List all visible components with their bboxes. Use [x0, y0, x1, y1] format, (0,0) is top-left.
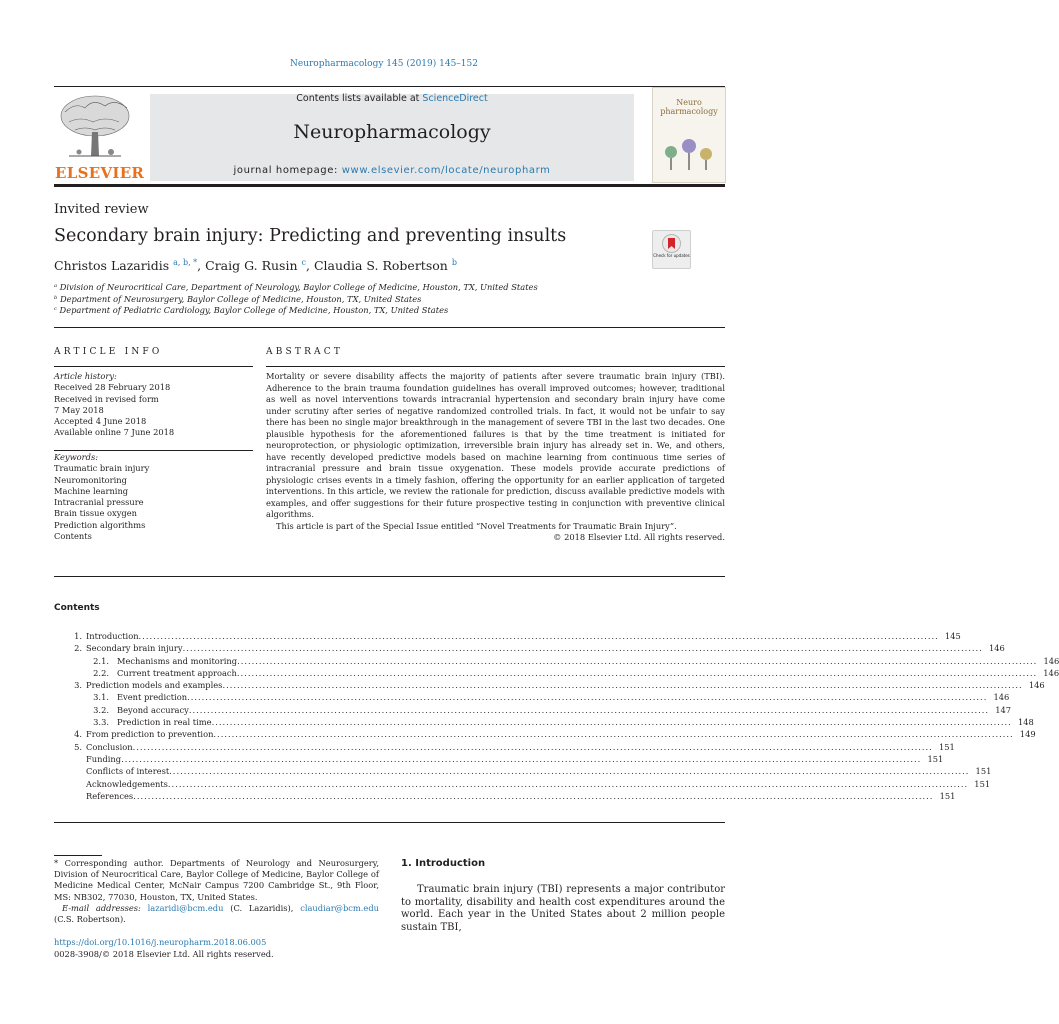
- toc-entry-page: 146: [993, 692, 1010, 703]
- doi-link[interactable]: https://doi.org/10.1016/j.neuropharm.2018.06.005: [54, 937, 267, 947]
- journal-citation[interactable]: Neuropharmacology 145 (2019) 145–152: [290, 59, 478, 69]
- toc-leader-dots: ............................................................................................................................................................................................................................: [236, 667, 1038, 678]
- article-history: [54, 371, 253, 439]
- keyword: Traumatic brain injury: [54, 463, 150, 474]
- email-owner: (C.S. Robertson).: [54, 914, 126, 925]
- toc-entry-label[interactable]: Acknowledgements: [86, 778, 168, 789]
- toc-leader-dots: ............................................................................................................................................................................................................................: [138, 631, 939, 641]
- journal-title: Neuropharmacology: [293, 121, 491, 143]
- toc-leader-dots: ............................................................................................................................................................................................................................: [188, 704, 990, 715]
- toc-entry-page: 149: [1019, 729, 1036, 740]
- header-rule: [54, 86, 725, 87]
- toc-entry[interactable]: [54, 667, 1059, 679]
- toc-entry-number: [54, 790, 84, 802]
- email-label: E-mail addresses:: [62, 902, 148, 913]
- elsevier-wordmark: ELSEVIER: [55, 164, 145, 182]
- toc-leader-dots: ............................................................................................................................................................................................................................: [167, 778, 969, 789]
- toc-entry-page: 146: [1043, 655, 1059, 666]
- journal-cover: [652, 87, 726, 183]
- toc-entry[interactable]: [54, 655, 1059, 667]
- toc-entry-number: 5.: [74, 741, 82, 752]
- toc-entry-page: 145: [944, 631, 961, 641]
- toc-entry-number: 2.1.: [93, 655, 109, 666]
- toc-entry[interactable]: [54, 716, 1034, 728]
- toc-entry-label[interactable]: Prediction models and examples: [86, 680, 223, 691]
- cover-title: Neuro pharmacology: [660, 98, 718, 116]
- check-for-updates-badge[interactable]: [652, 230, 691, 269]
- toc-entry-label[interactable]: Introduction: [86, 631, 139, 641]
- toc-entry-number: 1.: [74, 631, 82, 641]
- toc-entry-number: 3.3.: [93, 717, 109, 728]
- affiliation-line: ᵇ Department of Neurosurgery, Baylor College of Medicine, Houston, TX, United States: [54, 293, 422, 304]
- article-info-rule: [54, 450, 253, 451]
- toc-entry-page: 151: [975, 766, 992, 777]
- toc-entry-label[interactable]: Secondary brain injury: [86, 643, 183, 654]
- toc-entry-page: 148: [1017, 717, 1034, 728]
- author-separator: ,: [305, 258, 314, 274]
- toc-entry-number: 2.: [74, 643, 82, 654]
- special-issue-note: This article is part of the Special Issue entitled “Novel Treatments for Traumatic Brain Injury”.: [276, 520, 677, 531]
- keyword: Brain tissue oxygen: [54, 508, 137, 519]
- article-type: Invited review: [54, 202, 149, 217]
- toc-entry-number: [54, 753, 84, 765]
- toc-entry-number: [54, 765, 84, 777]
- toc-entry-page: 146: [988, 643, 1005, 654]
- keyword: Neuromonitoring: [54, 474, 127, 485]
- email-link[interactable]: claudiar@bcm.edu: [300, 902, 379, 913]
- history-line: Received in revised form: [54, 393, 159, 404]
- toc-entry-label[interactable]: Conclusion: [86, 741, 133, 752]
- footnote-text: Corresponding author. Departments of Neurology and Neurosurgery, Division of Neurocritical Care, Baylor College of Medicine, Baylor College of Medicine Medical Center, McNair Campus 7200 Cambridge St., 9th Floor, MS: NB302, 77030, Houston, TX, United States.: [54, 858, 379, 902]
- toc-entry[interactable]: [54, 790, 956, 802]
- sciencedirect-link[interactable]: ScienceDirect: [422, 93, 488, 104]
- toc-leader-dots: ............................................................................................................................................................................................................................: [182, 643, 983, 654]
- introduction-heading: 1. Introduction: [401, 858, 486, 869]
- keyword: Intracranial pressure: [54, 497, 144, 508]
- abstract-copyright: © 2018 Elsevier Ltd. All rights reserved.: [553, 532, 725, 542]
- toc-entry-page: 147: [995, 704, 1012, 715]
- author-affiliation-marker[interactable]: c: [301, 258, 306, 267]
- toc-entry[interactable]: [54, 741, 955, 753]
- toc-leader-dots: ............................................................................................................................................................................................................................: [237, 655, 1038, 666]
- abstract-body: [266, 371, 725, 544]
- toc-entry-label[interactable]: Funding: [86, 753, 122, 764]
- bookmark-icon: [662, 234, 681, 253]
- toc-entry-page: 146: [1028, 680, 1045, 691]
- toc-entry-number: [54, 778, 84, 790]
- history-line: Accepted 4 June 2018: [54, 416, 147, 427]
- toc-leader-dots: ............................................................................................................................................................................................................................: [222, 680, 1023, 691]
- toc-entry-number: 3.2.: [93, 704, 109, 715]
- affiliation-line: ᵃ Division of Neurocritical Care, Department of Neurology, Baylor College of Medicine, Houston, TX, United States: [54, 282, 538, 292]
- email-link[interactable]: lazaridi@bcm.edu: [147, 902, 224, 913]
- author-affiliation-marker[interactable]: a, b, *: [173, 258, 198, 267]
- section-rule: [54, 327, 725, 328]
- author-list: [54, 258, 457, 273]
- elsevier-tree-icon: [55, 92, 135, 162]
- keyword: Machine learning: [54, 485, 129, 496]
- toc-entry[interactable]: [54, 642, 1005, 654]
- history-label: Article history:: [54, 371, 117, 381]
- contents-available-line: [150, 93, 634, 104]
- article-info-rule: [54, 366, 253, 367]
- section-rule: [54, 576, 725, 577]
- history-line: 7 May 2018: [54, 404, 104, 415]
- author-separator: ,: [197, 258, 206, 274]
- toc-entry-page: 146: [1043, 667, 1059, 678]
- toc-leader-dots: ............................................................................................................................................................................................................................: [213, 729, 1014, 740]
- toc-entry-label[interactable]: Prediction in real time: [117, 717, 212, 728]
- contents-heading: Contents: [54, 603, 100, 613]
- toc-entry[interactable]: [54, 691, 1010, 703]
- toc-entry-number: 2.2.: [93, 667, 109, 678]
- abstract-heading: ABSTRACT: [266, 347, 344, 357]
- toc-entry-page: 151: [938, 741, 955, 752]
- journal-homepage-line: [150, 165, 634, 176]
- footnote-rule: [54, 855, 102, 856]
- toc-leader-dots: ............................................................................................................................................................................................................................: [169, 766, 970, 777]
- toc-entry-number: 4.: [74, 729, 82, 740]
- toc-entry-label[interactable]: From prediction to prevention: [86, 729, 214, 740]
- abstract-text: Mortality or severe disability affects the majority of patients after severe traumatic brain injury (TBI). Adherence to the brain trauma foundation guidelines has overall improved outcomes; however, traditional as well as novel interventions towards intracranial hypertension and secondary brain injury have come under scrutiny after series of negative randomized controlled trials. In fact, it would not be unfair to say there has been no single major breakthrough in the management of severe TBI in the last two decades. One plausible hypothesis for the aforementioned failures is that by the time treatment is initiated for neuroprotection, or physiologic optimization, irreversible brain injury has already set in. We, and others, have recently developed predictive models based on machine learning from continuous time series of intracranial pressure and brain tissue oxygenation. These models provide accurate predictions of physiologic crises events in a timely fashion, offering the opportunity for an earlier application of targeted interventions. In this article, we review the rationale for prediction, discuss available predictive models with examples, and offer suggestions for their future prospective testing in conjunction with preventive clinical algorithms.: [266, 371, 725, 519]
- toc-leader-dots: ............................................................................................................................................................................................................................: [211, 717, 1012, 728]
- toc-entry-label[interactable]: Conflicts of interest: [86, 766, 170, 777]
- toc-entry[interactable]: [54, 630, 961, 642]
- badge-label: Check for updates: [653, 253, 690, 258]
- author-name: Craig G. Rusin: [205, 258, 298, 274]
- toc-entry-label[interactable]: Event prediction: [117, 692, 188, 703]
- table-of-contents: [54, 630, 1059, 802]
- toc-entry-number: 3.: [74, 680, 82, 691]
- history-line: Received 28 February 2018: [54, 382, 171, 393]
- toc-entry-label[interactable]: Beyond accuracy: [117, 704, 189, 715]
- toc-entry[interactable]: [54, 765, 992, 777]
- email-owner: (C. Lazaridis),: [223, 902, 301, 913]
- toc-entry-page: 151: [974, 778, 991, 789]
- toc-leader-dots: ............................................................................................................................................................................................................................: [187, 692, 988, 703]
- article-info-heading: ARTICLE INFO: [54, 347, 163, 357]
- toc-entry-label[interactable]: Current treatment approach: [117, 667, 237, 678]
- contents-available-text: Contents lists available at: [296, 93, 423, 104]
- doi-block: [54, 937, 274, 960]
- homepage-link[interactable]: www.elsevier.com/locate/neuropharm: [341, 165, 551, 176]
- header-thick-rule: [54, 184, 725, 187]
- keywords: [54, 452, 253, 542]
- author-name: Christos Lazaridis: [54, 258, 170, 274]
- section-rule: [54, 822, 725, 823]
- toc-entry[interactable]: [54, 778, 991, 790]
- paper-title: Secondary brain injury: Predicting and preventing insults: [54, 226, 567, 246]
- toc-entry-label[interactable]: References: [86, 790, 134, 801]
- history-line: Available online 7 June 2018: [54, 427, 175, 438]
- affiliations: [54, 282, 538, 317]
- cover-molecule-icon: [659, 132, 719, 172]
- homepage-label: journal homepage:: [233, 165, 342, 176]
- footnote-marker: *: [54, 858, 59, 868]
- toc-leader-dots: ............................................................................................................................................................................................................................: [133, 790, 934, 801]
- toc-entry[interactable]: [54, 704, 1012, 716]
- toc-leader-dots: ............................................................................................................................................................................................................................: [121, 753, 922, 764]
- elsevier-logo: [55, 92, 135, 162]
- toc-entry-page: 151: [927, 753, 944, 764]
- issn-line: 0028-3908/© 2018 Elsevier Ltd. All rights reserved.: [54, 948, 274, 959]
- toc-entry-page: 151: [939, 790, 956, 801]
- keywords-label: Keywords:: [54, 452, 99, 462]
- keyword: Contents: [54, 531, 92, 542]
- toc-entry[interactable]: [54, 753, 944, 765]
- toc-entry-label[interactable]: Mechanisms and monitoring: [117, 655, 238, 666]
- keyword: Prediction algorithms: [54, 519, 146, 530]
- toc-entry[interactable]: [54, 728, 1036, 740]
- author-affiliation-marker[interactable]: b: [451, 258, 457, 267]
- author-name: Claudia S. Robertson: [313, 258, 448, 274]
- abstract-rule: [266, 366, 725, 367]
- toc-entry-number: 3.1.: [93, 692, 109, 703]
- toc-leader-dots: ............................................................................................................................................................................................................................: [132, 741, 933, 752]
- affiliation-line: ᶜ Department of Pediatric Cardiology, Baylor College of Medicine, Houston, TX, United States: [54, 305, 449, 315]
- toc-entry[interactable]: [54, 679, 1045, 691]
- corresponding-author-footnote: [54, 858, 379, 925]
- introduction-text: Traumatic brain injury (TBI) represents a major contributor to mortality, disability and health cost expenditures around the world. Each year in the United States about 2 million people sustain TBI,: [401, 884, 725, 933]
